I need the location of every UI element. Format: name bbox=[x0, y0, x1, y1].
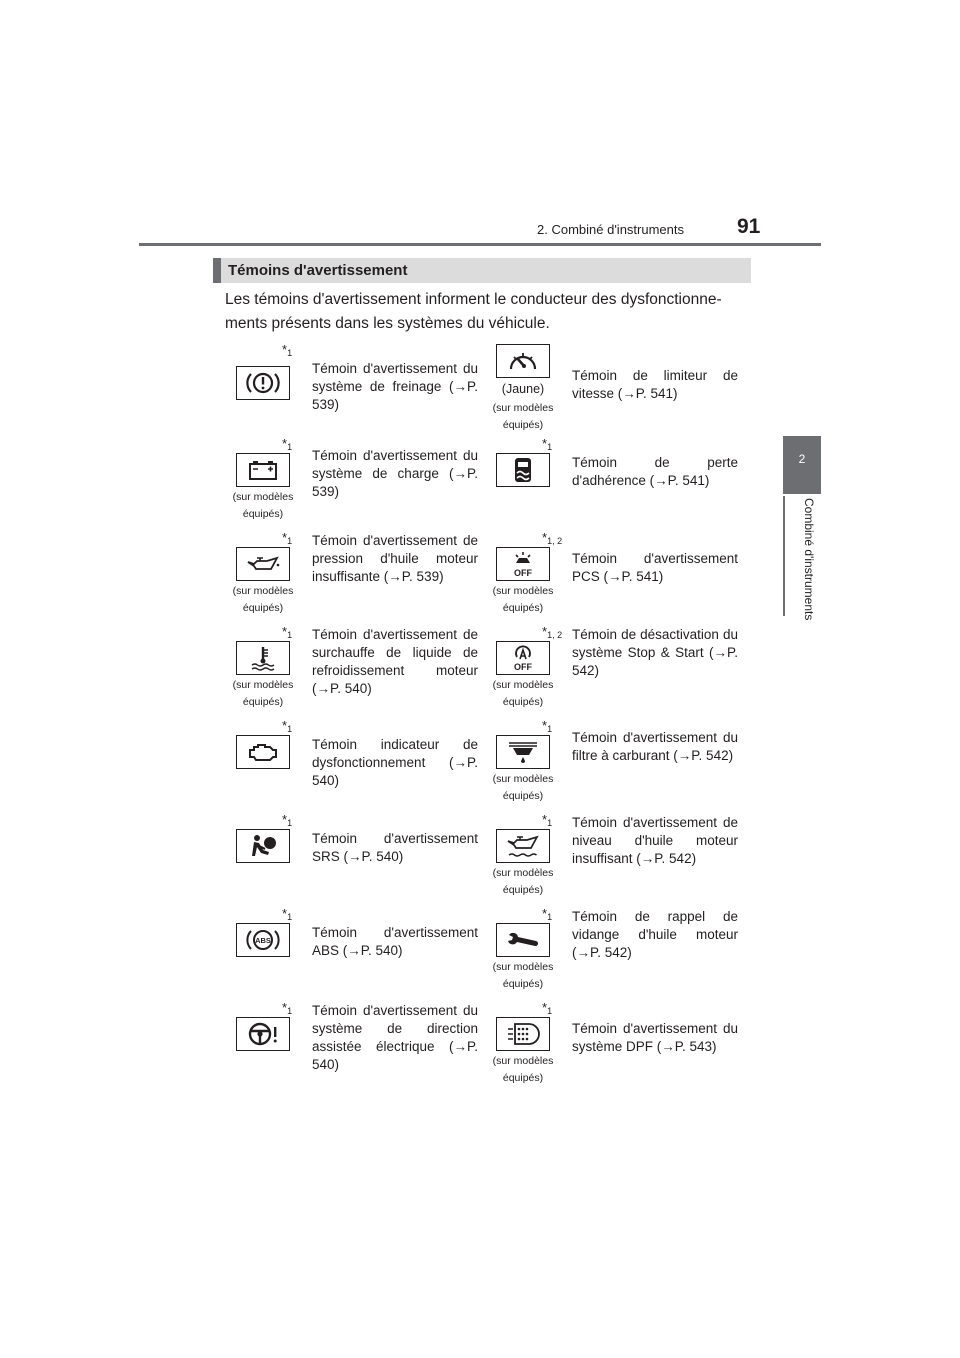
footnote-marker: $*_1$ bbox=[542, 906, 553, 922]
chapter-tab-line bbox=[783, 496, 785, 616]
equipped-note: (sur modèles équipés) bbox=[492, 679, 554, 708]
warning-lights-right-column bbox=[484, 342, 744, 1094]
warning-description: Témoin d'avertissement de pression d'huile moteur insuffisante (→P. 539) bbox=[312, 533, 478, 584]
footnote-marker: $*_1$ bbox=[542, 436, 553, 452]
power-steering-icon bbox=[236, 1017, 290, 1051]
footnote-marker: $*_1$ bbox=[282, 530, 293, 546]
battery-icon bbox=[236, 453, 290, 487]
warning-lights-left-column bbox=[224, 342, 484, 1094]
warning-row bbox=[224, 812, 484, 906]
warning-row bbox=[224, 718, 484, 812]
chapter-tab-title: Combiné d'instruments bbox=[802, 498, 816, 621]
footnote-marker: $*_{1, 2}$ bbox=[542, 530, 563, 546]
abs-icon bbox=[236, 923, 290, 957]
footnote-marker: $*_1$ bbox=[542, 812, 553, 828]
footnote-marker: $*_{1, 2}$ bbox=[542, 624, 563, 640]
warning-description: Témoin de limiteur de vitesse (→P. 541) bbox=[572, 368, 738, 401]
warning-description: Témoin d'avertissement du système DPF (→P. 543) bbox=[572, 1021, 738, 1054]
speed-limiter-icon bbox=[496, 344, 550, 378]
warning-row bbox=[484, 1000, 744, 1094]
svg-text:OFF: OFF bbox=[514, 568, 532, 578]
footnote-marker: $*_1$ bbox=[282, 1000, 293, 1016]
oil-level-icon bbox=[496, 829, 550, 863]
warning-row bbox=[484, 436, 744, 530]
warning-description: Témoin indicateur de dysfonctionnement (→P. 540) bbox=[312, 737, 478, 788]
svg-text:ABS: ABS bbox=[255, 936, 271, 945]
footnote-marker: $*_1$ bbox=[282, 906, 293, 922]
brake-warning-icon bbox=[236, 366, 290, 400]
footnote-marker: $*_1$ bbox=[282, 436, 293, 452]
warning-description: Témoin d'avertissement SRS (→P. 540) bbox=[312, 831, 478, 864]
oil-change-wrench-icon bbox=[496, 923, 550, 957]
warning-row bbox=[224, 1000, 484, 1094]
warning-row bbox=[224, 906, 484, 1000]
chapter-tab[interactable]: 2 bbox=[783, 436, 821, 494]
footnote-marker: $*_1$ bbox=[282, 624, 293, 640]
chapter-header: 2. Combiné d'instruments bbox=[537, 222, 684, 237]
stop-start-off-icon bbox=[496, 641, 550, 675]
header-divider bbox=[139, 243, 821, 246]
equipped-note: (sur modèles équipés) bbox=[492, 1055, 554, 1084]
color-label: (Jaune) bbox=[501, 382, 545, 396]
footnote-marker: $*_1$ bbox=[542, 1000, 553, 1016]
pcs-off-icon bbox=[496, 547, 550, 581]
equipped-note: (sur modèles équipés) bbox=[232, 585, 294, 614]
warning-description: Témoin d'avertissement ABS (→P. 540) bbox=[312, 925, 478, 958]
warning-description: Témoin d'avertissement du système de freinage (→P. 539) bbox=[312, 361, 478, 412]
warning-row bbox=[224, 530, 484, 624]
warning-row bbox=[224, 436, 484, 530]
equipped-note: (sur modèles équipés) bbox=[232, 679, 294, 708]
srs-airbag-icon bbox=[236, 829, 290, 863]
warning-description: Témoin d'avertissement du système de charge (→P. 539) bbox=[312, 448, 478, 499]
warning-description: Témoin d'avertissement de niveau d'huile moteur insuffisant (→P. 542) bbox=[572, 815, 738, 866]
warning-description: Témoin de désactivation du système Stop & Start (→P. 542) bbox=[572, 627, 738, 678]
page-number: 91 bbox=[737, 215, 761, 238]
slip-indicator-icon bbox=[496, 453, 550, 487]
check-engine-icon bbox=[236, 735, 290, 769]
coolant-temp-icon bbox=[236, 641, 290, 675]
footnote-marker: $*_1$ bbox=[542, 718, 553, 734]
footnote-marker: $*_1$ bbox=[282, 718, 293, 734]
equipped-note: (sur modèles équipés) bbox=[492, 773, 554, 802]
warning-description: Témoin d'avertissement de surchauffe de liquide de refroidissement moteur (→P. 540) bbox=[312, 627, 478, 696]
section-heading-stripe bbox=[213, 258, 221, 283]
equipped-note: (sur modèles équipés) bbox=[492, 867, 554, 896]
warning-row bbox=[484, 624, 744, 718]
fuel-filter-icon bbox=[496, 735, 550, 769]
warning-description: Témoin d'avertissement PCS (→P. 541) bbox=[572, 551, 738, 584]
warning-row bbox=[224, 624, 484, 718]
intro-paragraph bbox=[225, 288, 743, 336]
warning-row bbox=[484, 812, 744, 906]
warning-description: Témoin d'avertissement du système de direction assistée électrique (→P. 540) bbox=[312, 1003, 478, 1072]
equipped-note: (sur modèles équipés) bbox=[492, 402, 554, 431]
warning-row bbox=[224, 342, 484, 436]
equipped-note: (sur modèles équipés) bbox=[232, 491, 294, 520]
svg-text:OFF: OFF bbox=[514, 662, 532, 672]
warning-description: Témoin de perte d'adhérence (→P. 541) bbox=[572, 455, 738, 488]
footnote-marker: $*_1$ bbox=[282, 812, 293, 828]
footnote-marker: $*_1$ bbox=[282, 342, 293, 358]
intro-line-2: ments présents dans les systèmes du véhicule. bbox=[225, 315, 550, 332]
section-heading-bar bbox=[213, 258, 751, 283]
equipped-note: (sur modèles équipés) bbox=[492, 961, 554, 990]
oil-pressure-icon bbox=[236, 547, 290, 581]
warning-row bbox=[484, 342, 744, 436]
warning-row bbox=[484, 718, 744, 812]
warning-row bbox=[484, 530, 744, 624]
warning-row bbox=[484, 906, 744, 1000]
intro-line-1: Les témoins d'avertissement informent le conducteur des dysfonctionne- bbox=[225, 291, 722, 308]
warning-description: Témoin d'avertissement du filtre à carburant (→P. 542) bbox=[572, 730, 738, 763]
dpf-icon bbox=[496, 1017, 550, 1051]
section-title: Témoins d'avertissement bbox=[228, 262, 408, 279]
warning-description: Témoin de rappel de vidange d'huile moteur (→P. 542) bbox=[572, 909, 738, 960]
equipped-note: (sur modèles équipés) bbox=[492, 585, 554, 614]
